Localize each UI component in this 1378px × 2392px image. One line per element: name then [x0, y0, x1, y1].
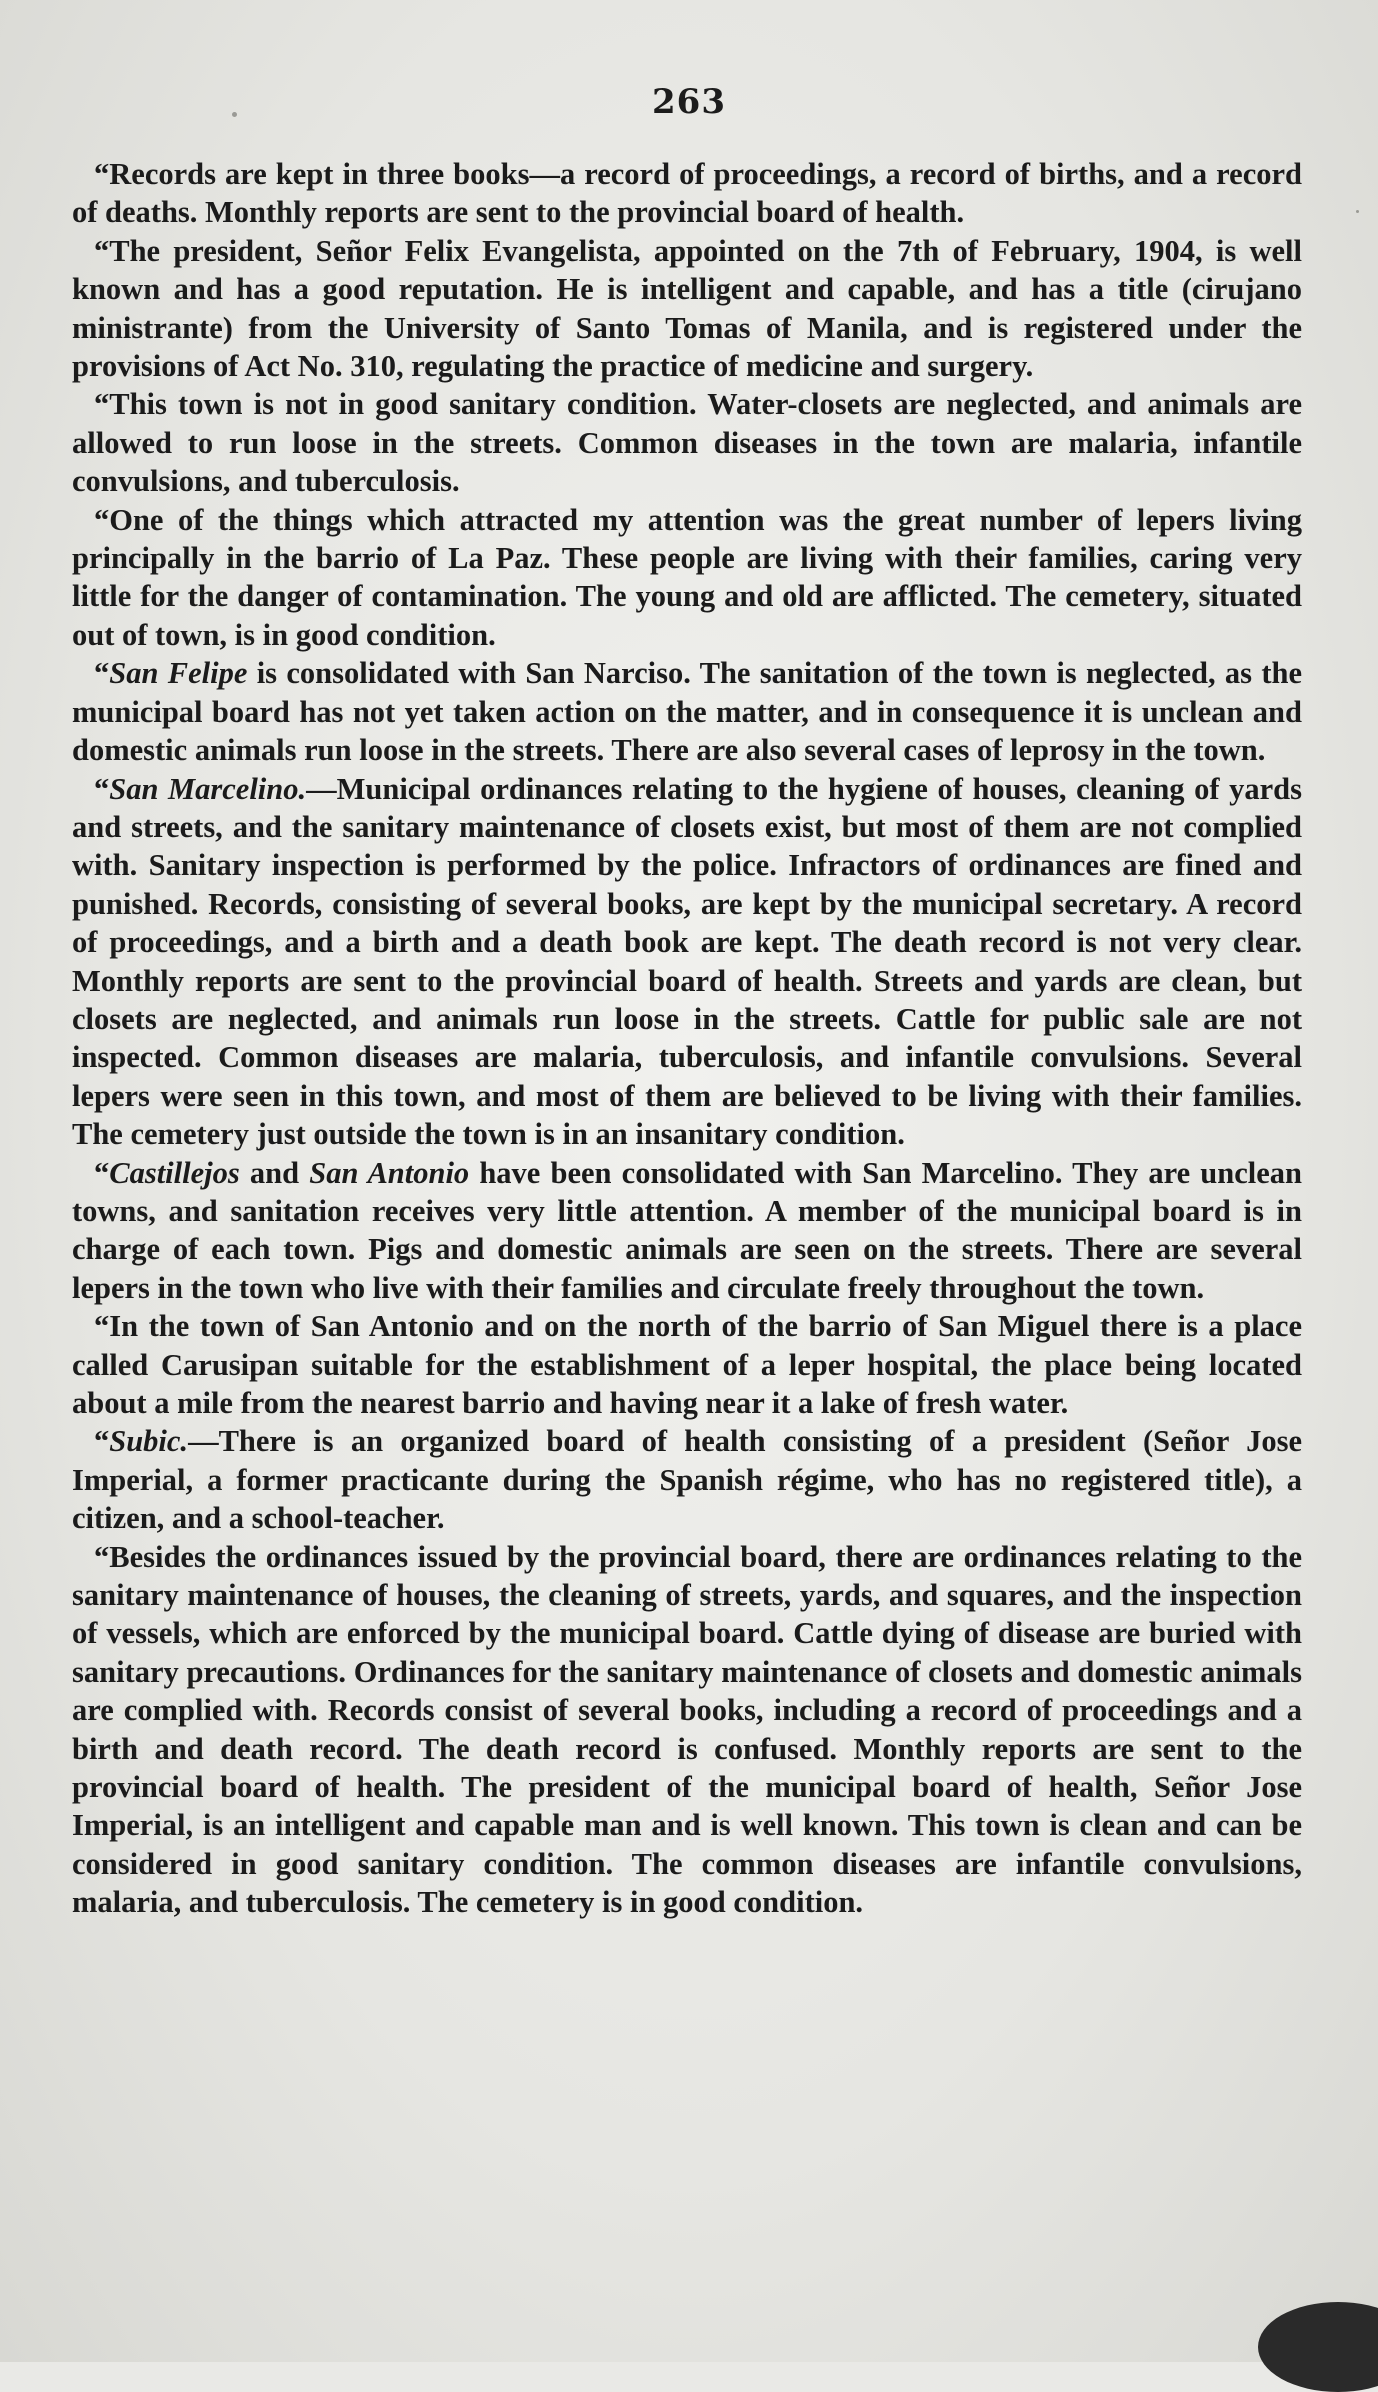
- paragraph: [72, 1538, 1302, 1922]
- page-number: 263: [652, 82, 726, 122]
- paragraph-text: “Records are kept in three books—a record of proceedings, a record of births, and a record of deaths. Monthly reports are sent to the provincial board of health.: [72, 157, 1302, 230]
- paragraph-text: and: [239, 1155, 310, 1190]
- paragraph: [72, 501, 1302, 655]
- italic-place-name: Subic.: [109, 1424, 189, 1459]
- italic-place-name: San Marcelino.: [109, 771, 307, 806]
- paragraph-text: “In the town of San Antonio and on the north of the barrio of San Miguel there is a place called Carusipan suitable for the establishment of a leper hospital, the place being located about a mile from the nearest barrio and having near it a lake of fresh water.: [72, 1309, 1302, 1420]
- paragraph-text: “Besides the ordinances issued by the provincial board, there are ordinances relating to the sanitary maintenance of houses, the cleaning of streets, yards, and squares, and the inspection of vessels, which are enforced by the municipal board. Cattle dying of disease are buried with sanitary precautions. Ordinances for the sanitary maintenance of closets and domestic animals are complied with. Records consist of several books, including a record of proceedings and a birth and death record. The death record is confused. Monthly reports are sent to the provincial board of health. The president of the municipal board of health, Señor Jose Imperial, is an intelligent and capable man and is well known. This town is clean and can be considered in good sanitary condition. The common diseases are infantile convulsions, malaria, and tuberculosis. The cemetery is in good condition.: [72, 1539, 1302, 1920]
- body-text: [72, 155, 1302, 1922]
- paragraph-text: “This town is not in good sanitary condition. Water-closets are neglected, and animals are allowed to run loose in the streets. Common diseases in the town are malaria, infantile convulsions, and tuberculosis.: [72, 387, 1302, 499]
- paragraph-text: “One of the things which attracted my attention was the great number of lepers living principally in the barrio of La Paz. These people are living with their families, caring very little for the danger of contamination. The young and old are afflicted. The cemetery, situated out of town, is in good condition.: [72, 502, 1302, 652]
- paragraph-text: “: [94, 771, 110, 806]
- paragraph-text: —There is an organized board of health consisting of a president (Señor Jose Imperial, a former practicante during the Spanish régime, who has no registered title), a citizen, and a school-teacher.: [72, 1424, 1302, 1536]
- paragraph-text: have been consolidated with San Marcelino. They are unclean towns, and sanitation receives very little attention. A member of the municipal board is in charge of each town. Pigs and domestic animals are seen on the streets. There are several lepers in the town who live with their families and circulate freely throughout the town.: [72, 1155, 1302, 1305]
- paragraph-text: “: [94, 1424, 110, 1459]
- paragraph: [72, 385, 1302, 500]
- paragraph: [72, 155, 1302, 232]
- paragraph: [72, 1422, 1302, 1537]
- paragraph-text: “: [94, 656, 110, 691]
- italic-place-name: San Antonio: [309, 1155, 470, 1190]
- paragraph-text: is consolidated with San Narciso. The sanitation of the town is neglected, as the municipal board has not yet taken action on the matter, and in consequence it is unclean and domestic animals run loose in the streets. There are also several cases of leprosy in the town.: [72, 656, 1302, 768]
- paragraph-text: “: [94, 1155, 110, 1190]
- paragraph-text: —Municipal ordinances relating to the hygiene of houses, cleaning of yards and streets, and the sanitary maintenance of closets exist, but most of them are not complied with. Sanitary inspection is performed by the police. Infractors of ordinances are fined and punished. Records, consisting of several books, are kept by the municipal secretary. A record of proceedings, and a birth and a death book are kept. The death record is not very clear. Monthly reports are sent to the provincial board of health. Streets and yards are clean, but closets are neglected, and animals run loose in the streets. Cattle for public sale are not inspected. Common diseases are malaria, tuberculosis, and infantile convulsions. Several lepers were seen in this town, and most of them are believed to be living with their families. The cemetery just outside the town is in an insanitary condition.: [72, 771, 1302, 1152]
- paragraph: [72, 232, 1302, 386]
- italic-place-name: Castillejos: [109, 1155, 240, 1190]
- paragraph: [72, 654, 1302, 769]
- corner-thumb-mark: [1258, 2302, 1378, 2392]
- paragraph: [72, 1307, 1302, 1422]
- italic-place-name: San Felipe: [109, 656, 248, 691]
- paragraph-text: “The president, Señor Felix Evangelista, appointed on the 7th of February, 1904, is well known and has a good reputation. He is intelligent and capable, and has a title (cirujano ministrante) from the University of Santo Tomas of Manila, and is registered under the provisions of Act No. 310, regulating the practice of medicine and surgery.: [72, 233, 1302, 384]
- paragraph: [72, 1154, 1302, 1308]
- paragraph: [72, 770, 1302, 1154]
- scan-speck: [1356, 210, 1359, 213]
